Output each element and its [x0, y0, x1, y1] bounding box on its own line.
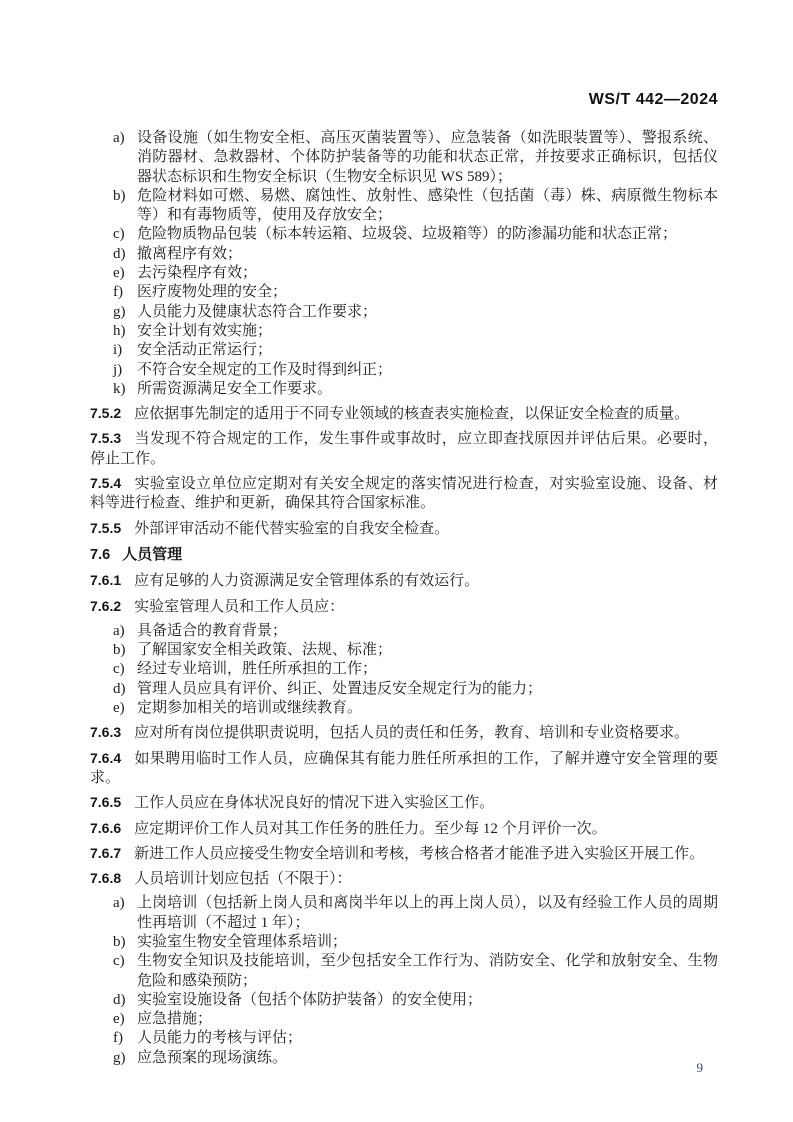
list-item-text: 应急预案的现场演练。	[137, 1049, 288, 1066]
clause-text: 应依据事先制定的适用于不同专业领域的核查表实施检查，以保证安全检查的质量。	[134, 406, 690, 423]
list-item-text: 去污染程序有效；	[137, 265, 258, 282]
document-body	[90, 129, 718, 1068]
list-item	[90, 264, 718, 283]
list-item-text: 人员能力及健康状态符合工作要求；	[137, 303, 378, 320]
list-item-label: f)	[113, 1030, 123, 1047]
clause-paragraph	[90, 404, 718, 424]
clause-paragraph	[90, 844, 718, 864]
list-item-text: 设备设施（如生物安全柜、高压灭菌装置等）、应急装备（如洗眼装置等）、警报系统、消防器材、急救器材、个体防护装备等的功能和状态正常，并按要求正确标识，包括仪器状态标识和生物安全标识（生物安全标识见 WS 589）；	[137, 130, 718, 185]
list-item-text: 安全活动正常运行；	[137, 342, 273, 359]
clause-number: 7.5.2	[90, 405, 122, 422]
clause-number: 7.6.8	[90, 870, 122, 887]
list-item-label: d)	[113, 680, 126, 697]
clause-paragraph	[90, 474, 718, 514]
list-item-label: d)	[113, 245, 126, 262]
list-item	[90, 622, 718, 641]
clause-number: 7.6.6	[90, 819, 122, 836]
clause-text: 应定期评价工作人员对其工作任务的胜任力。至少每 12 个月评价一次。	[134, 820, 607, 837]
clause-text: 外部评审活动不能代替实验室的自我安全检查。	[134, 520, 450, 537]
list-item-label: e)	[113, 700, 125, 717]
clause-paragraph	[90, 869, 718, 889]
list-item	[90, 1010, 718, 1029]
clause-number: 7.6.2	[90, 597, 122, 614]
list-item-text: 人员能力的考核与评估；	[137, 1030, 303, 1047]
clause-text: 新进工作人员应接受生物安全培训和考核，考核合格者才能准予进入实验区开展工作。	[134, 845, 705, 862]
list-item	[90, 933, 718, 952]
list-item-label: f)	[113, 284, 123, 301]
list-item-label: a)	[113, 622, 125, 639]
list-item	[90, 680, 718, 699]
clause-text: 应对所有岗位提供职责说明，包括人员的责任和任务，教育、培训和专业资格要求。	[134, 725, 690, 742]
list-item	[90, 991, 718, 1010]
page-number: 9	[696, 1060, 703, 1075]
list-item-text: 撤离程序有效；	[137, 245, 243, 262]
list-item-text: 具备适合的教育背景；	[137, 622, 288, 639]
clause-paragraph	[90, 571, 718, 591]
list-item	[90, 1029, 718, 1048]
list-item-label: a)	[113, 895, 125, 912]
clause-paragraph	[90, 597, 718, 617]
list-item-label: b)	[113, 933, 126, 950]
list-item	[90, 699, 718, 718]
list-item-text: 实验室生物安全管理体系培训；	[137, 933, 348, 950]
clause-text: 当发现不符合规定的工作，发生事件或事故时，应立即查找原因并评估后果。必要时，停止工作。	[90, 431, 718, 467]
list-item	[90, 952, 718, 991]
clause-text: 应有足够的人力资源满足安全管理体系的有效运行。	[134, 573, 480, 590]
list-item-label: e)	[113, 265, 125, 282]
list-item-text: 经过专业培训，胜任所承担的工作；	[137, 661, 378, 678]
list-item	[90, 1049, 718, 1068]
list-item-text: 管理人员应具有评价、纠正、处置违反安全规定行为的能力；	[137, 680, 543, 697]
clause-number: 7.6.5	[90, 794, 122, 811]
lettered-list	[90, 129, 718, 399]
list-item	[90, 322, 718, 341]
list-item-label: h)	[113, 322, 126, 339]
clause-number: 7.6	[90, 546, 111, 563]
list-item	[90, 303, 718, 322]
clause-paragraph	[90, 429, 718, 469]
list-item	[90, 129, 718, 187]
list-item-text: 定期参加相关的培训或继续教育。	[137, 700, 363, 717]
list-item	[90, 660, 718, 679]
list-item-text: 危险材料如可燃、易燃、腐蚀性、放射性、感染性（包括菌（毒）株、病原微生物标本等）和有毒物质等，使用及存放安全；	[137, 187, 718, 224]
clause-paragraph	[90, 723, 718, 743]
clause-number: 7.6.4	[90, 749, 122, 766]
clause-number: 7.6.7	[90, 844, 122, 861]
list-item-label: c)	[113, 661, 125, 678]
list-item	[90, 283, 718, 302]
clause-paragraph	[90, 819, 718, 839]
list-item-label: b)	[113, 642, 126, 659]
list-item-text: 上岗培训（包括新上岗人员和离岗半年以上的再上岗人员），以及有经验工作人员的周期性再培训（不超过 1 年）；	[137, 895, 718, 931]
clause-text: 人员培训计划应包括（不限于）：	[134, 871, 352, 888]
list-item	[90, 341, 718, 360]
clause-text: 如果聘用临时工作人员，应确保其有能力胜任所承担的工作，了解并遵守安全管理的要求。	[90, 750, 718, 786]
list-item	[90, 225, 718, 244]
clause-number: 7.5.5	[90, 519, 122, 536]
list-item-label: g)	[113, 303, 126, 320]
list-item-label: a)	[113, 130, 125, 146]
list-item-text: 危险物质物品包装（标本转运箱、垃圾袋、垃圾箱等）的防渗漏功能和状态正常；	[137, 226, 678, 243]
clause-paragraph	[90, 749, 718, 789]
list-item	[90, 894, 718, 933]
list-item-text: 安全计划有效实施；	[137, 322, 273, 339]
list-item-label: e)	[113, 1011, 125, 1028]
list-item-label: i)	[113, 342, 123, 359]
clause-text: 实验室管理人员和工作人员应：	[134, 598, 345, 615]
clause-number: 7.5.3	[90, 430, 122, 447]
list-item	[90, 380, 718, 399]
list-item-label: b)	[113, 187, 126, 204]
clause-text: 工作人员应在身体状况良好的情况下进入实验区工作。	[134, 795, 495, 812]
list-item-text: 所需资源满足安全工作要求。	[137, 380, 333, 397]
list-item-text: 不符合安全规定的工作及时得到纠正；	[137, 361, 393, 378]
clause-number: 7.6.3	[90, 724, 122, 741]
list-item-text: 应急措施；	[137, 1011, 213, 1028]
clause-number: 7.5.4	[90, 475, 122, 492]
clause-paragraph	[90, 519, 718, 539]
list-item-label: c)	[113, 226, 125, 243]
list-item-label: k)	[113, 380, 126, 397]
clause-number: 7.6.1	[90, 572, 122, 589]
list-item-label: c)	[113, 953, 125, 970]
list-item	[90, 361, 718, 380]
lettered-list	[90, 622, 718, 718]
clause-text: 实验室设立单位应定期对有关安全规定的落实情况进行检查，对实验室设施、设备、材料等进行检查、维护和更新，确保其符合国家标准。	[90, 476, 718, 512]
list-item-text: 了解国家安全相关政策、法规、标准；	[137, 642, 393, 659]
list-item-label: d)	[113, 991, 126, 1008]
list-item-text: 生物安全知识及技能培训，至少包括安全工作行为、消防安全、化学和放射安全、生物危险和感染预防；	[137, 953, 718, 989]
section-heading-text: 人员管理	[122, 545, 183, 563]
clause-paragraph	[90, 793, 718, 813]
doc-number-header: WS/T 442—2024	[588, 91, 718, 108]
list-item-label: g)	[113, 1049, 126, 1066]
list-item	[90, 187, 718, 226]
lettered-list	[90, 894, 718, 1068]
list-item-label: j)	[113, 361, 123, 378]
section-heading	[90, 545, 718, 565]
list-item-text: 医疗废物处理的安全；	[137, 284, 288, 301]
list-item	[90, 245, 718, 264]
list-item	[90, 641, 718, 660]
list-item-text: 实验室设施设备（包括个体防护装备）的安全使用；	[137, 991, 483, 1008]
